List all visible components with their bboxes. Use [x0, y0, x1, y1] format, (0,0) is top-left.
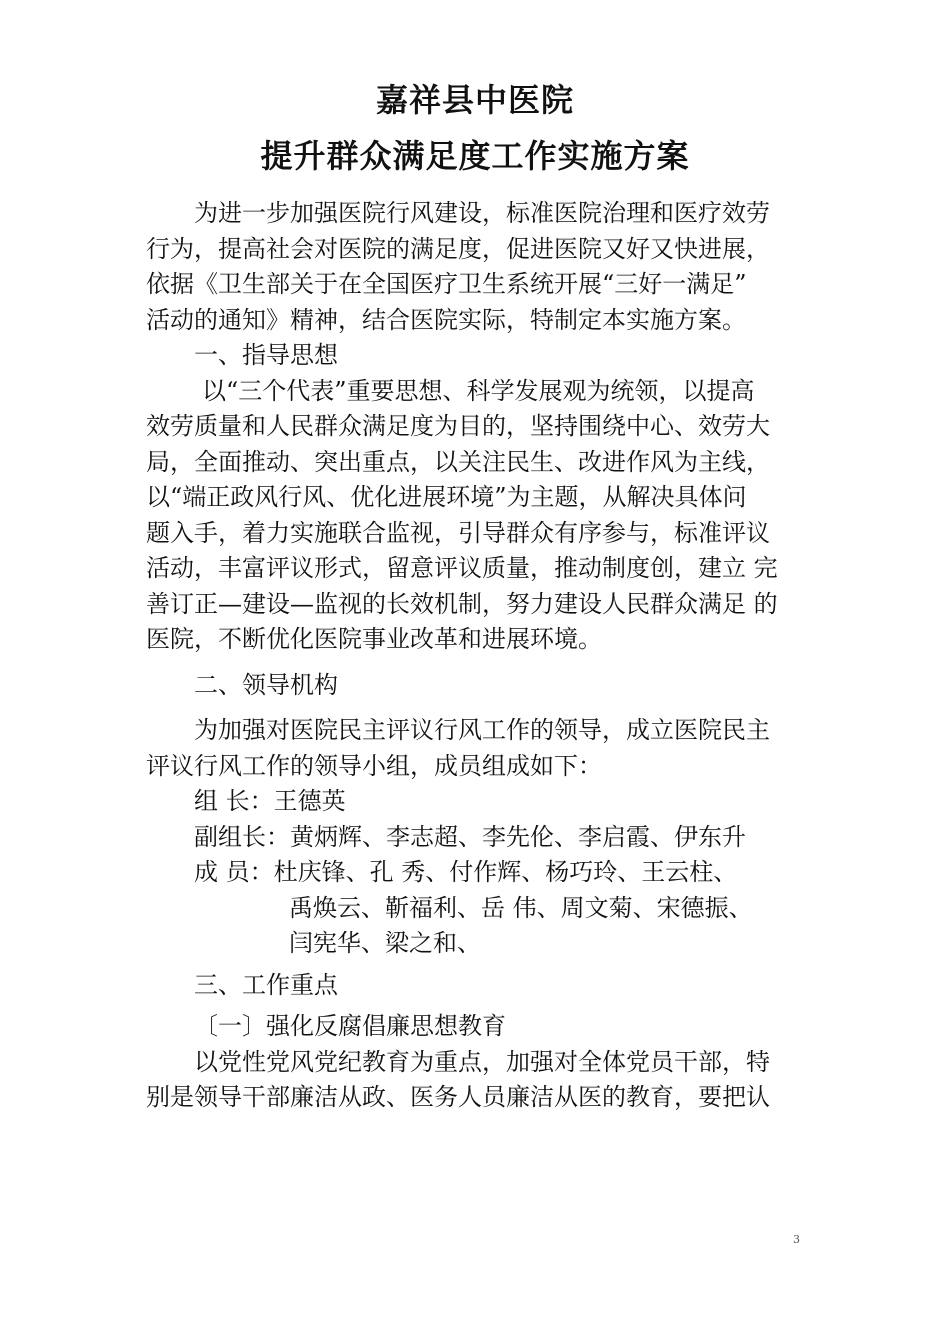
section1-line: 题入手，着力实施联合监视，引导群众有序参与，标准评议 — [146, 518, 770, 547]
intro-line: 为进一步加强医院行风建设，标准医院治理和医疗效劳 — [194, 199, 770, 227]
page-number: 3 — [793, 1233, 800, 1246]
group-deputy: 副组长：黄炳辉、李志超、李先伦、李启霞、伊东升 — [194, 822, 746, 851]
intro-line: 行为，提高社会对医院的满足度，促进医院又好又快进展， — [146, 234, 770, 263]
title-line-1: 嘉祥县中医院 — [375, 81, 574, 119]
section1-line: 以“端正政风行风、优化进展环境”为主题，从解决具体问 — [146, 483, 747, 511]
section1-line: 医院，不断优化医院事业改革和进展环境。 — [146, 625, 602, 653]
group-members: 禹焕云、靳福利、岳 伟、周文菊、宋德振、 — [289, 893, 753, 922]
section1-line: 以“三个代表”重要思想、科学发展观为统领，以提高 — [202, 376, 755, 405]
intro-line: 活动的通知》精神，结合医院实际，特制定本实施方案。 — [146, 305, 746, 334]
group-members: 闫宪华、梁之和、 — [289, 929, 481, 957]
section3-line: 以党性党风党纪教育为重点，加强对全体党员干部，特 — [194, 1047, 770, 1076]
section-heading-3: 三、工作重点 — [194, 970, 338, 999]
section-heading-2: 二、领导机构 — [194, 670, 338, 699]
section-heading-1: 一、指导思想 — [194, 341, 338, 369]
title-line-2: 提升群众满足度工作实施方案 — [260, 137, 690, 175]
subsection-heading: 〔一〕强化反腐倡廉思想教育 — [194, 1012, 506, 1040]
section2-line: 为加强对医院民主评议行风工作的领导，成立医院民主 — [194, 716, 770, 744]
intro-line: 依据《卫生部关于在全国医疗卫生系统开展“三好一满足” — [146, 270, 747, 298]
section3-line: 别是领导干部廉洁从政、医务人员廉洁从医的教育，要把认 — [146, 1083, 770, 1111]
section1-line: 活动，丰富评议形式，留意评议质量，推动制度创，建立 完 — [146, 554, 778, 582]
group-members: 成 员：杜庆锋、孔 秀、付作辉、杨巧玲、王云柱、 — [194, 858, 738, 886]
section1-line: 善订正—建设—监视的长效机制，努力建设人民群众满足 的 — [146, 589, 778, 618]
section1-line: 局，全面推动、突出重点，以关注民生、改进作风为主线， — [146, 447, 770, 476]
document-body — [146, 196, 810, 1116]
section1-line: 效劳质量和人民群众满足度为目的，坚持围绕中心、效劳大 — [146, 412, 770, 440]
group-leader: 组 长：王德英 — [194, 787, 346, 815]
section2-line: 评议行风工作的领导小组，成员组成如下： — [146, 751, 602, 780]
